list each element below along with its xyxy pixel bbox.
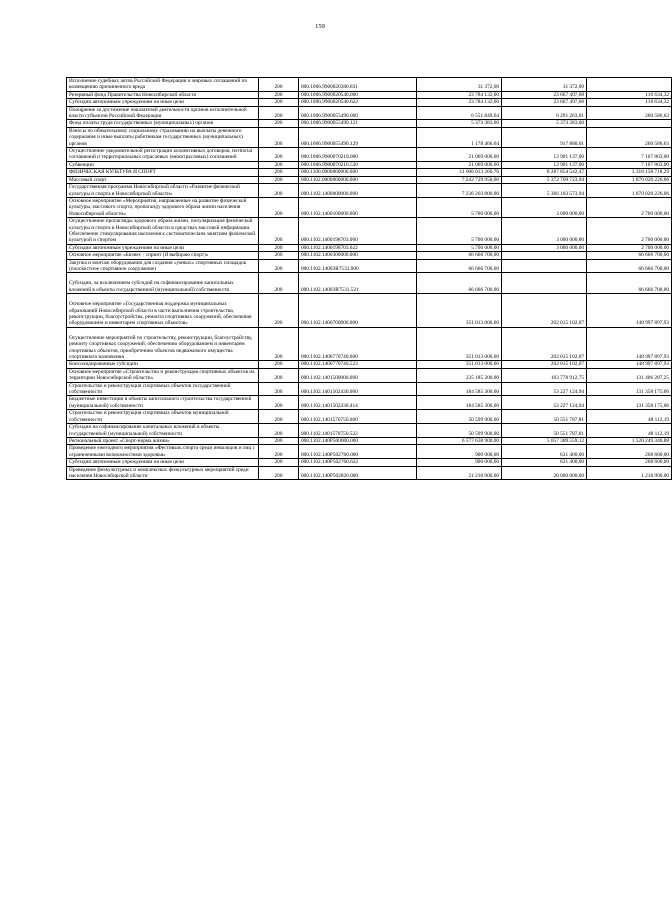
row-classification-code: 000.1102.1400100000.000 — [299, 197, 417, 217]
page-number: 159 — [315, 23, 325, 30]
row-unexecuted-amount: 66 666 700,00 — [587, 273, 672, 294]
row-classification-code: 000.1102.1400198703.000 — [299, 218, 417, 245]
row-classification-code: 000.1102.1401502430.414 — [299, 396, 417, 410]
row-classification-code: 000.1102.14003R7531.521 — [299, 273, 417, 294]
row-unexecuted-amount: 1 870 020 226,06 — [587, 176, 672, 183]
row-unexecuted-amount: 268 600,00 — [587, 459, 672, 466]
row-executed-amount: 20 000 000,00 — [502, 466, 587, 480]
row-name: Основное мероприятие «Бизнес - спринт (Я выбираю спорт)» — [67, 252, 259, 259]
row-classification-code: 000.1102.1400300000.000 — [299, 252, 417, 259]
row-approved-amount: 6 577 638 900,00 — [417, 437, 502, 444]
row-classification-code: 000.1102.1401502430.000 — [299, 382, 417, 396]
table-row — [67, 106, 672, 120]
row-approved-amount: 31 372,00 — [417, 78, 502, 92]
row-approved-amount: 184 585 300,00 — [417, 382, 502, 396]
row-executed-amount: 3 000 000,00 — [502, 197, 587, 217]
row-name: Резервный фонд Правительства Новосибирской области — [67, 91, 259, 98]
row-unexecuted-amount: 1 870 020 226,06 — [587, 184, 672, 198]
row-unexecuted-amount: 66 666 700,00 — [587, 259, 672, 273]
row-unexecuted-amount: 1 216 900,00 — [587, 466, 672, 480]
row-executed-amount: 5 366 183 573,94 — [502, 184, 587, 198]
row-code: 200 — [259, 382, 299, 396]
row-executed-amount: 103 778 912,75 — [502, 368, 587, 382]
row-executed-amount: 6 291 263,01 — [502, 106, 587, 120]
row-approved-amount: 21 069 000,00 — [417, 148, 502, 162]
row-classification-code: 000.1102.1400770740.523 — [299, 361, 417, 368]
row-code: 200 — [259, 273, 299, 294]
row-executed-amount: 202 015 102,07 — [502, 361, 587, 368]
row-unexecuted-amount: 260 586,63 — [587, 127, 672, 147]
row-code: 200 — [259, 466, 299, 480]
row-executed-amount — [502, 252, 587, 259]
table-row — [67, 466, 672, 480]
row-unexecuted-amount: 148 997 897,93 — [587, 294, 672, 328]
row-code: 200 — [259, 437, 299, 444]
row-executed-amount: 31 372,00 — [502, 78, 587, 92]
row-approved-amount: 21 069 000,00 — [417, 161, 502, 168]
row-classification-code: 000.1006.9900070210.000 — [299, 148, 417, 162]
row-executed-amount: 13 901 137,00 — [502, 148, 587, 162]
table-row — [67, 218, 672, 245]
row-classification-code: 000.1102.14003R7531.000 — [299, 259, 417, 273]
row-name: ФИЗИЧЕСКАЯ КУЛЬТУРА И СПОРТ — [67, 169, 259, 176]
row-classification-code: 000.1102.1400198703.622 — [299, 244, 417, 251]
row-code: 200 — [259, 161, 299, 168]
row-approved-amount: 351 013 000,00 — [417, 361, 502, 368]
row-code: 200 — [259, 259, 299, 273]
row-executed-amount: 13 901 137,00 — [502, 161, 587, 168]
row-code: 200 — [259, 106, 299, 120]
row-approved-amount: 7 242 729 950,00 — [417, 176, 502, 183]
table-row — [67, 424, 672, 438]
row-classification-code: 000.1006.9900055490.129 — [299, 127, 417, 147]
row-approved-amount: 5 373 383,00 — [417, 120, 502, 127]
row-name: Строительство и реконструкция спортивных объектов государственной собственности — [67, 382, 259, 396]
row-approved-amount: 235 185 200,00 — [417, 368, 502, 382]
table-row — [67, 410, 672, 424]
row-unexecuted-amount: 3 318 158 718,29 — [587, 169, 672, 176]
row-name: Субсидии автономным учреждениям на иные цели — [67, 244, 259, 251]
row-classification-code: 000.1102.140P502760.622 — [299, 459, 417, 466]
row-classification-code: 000.1102.1400000000.000 — [299, 184, 417, 198]
row-classification-code: 000.1102.1400700000.000 — [299, 294, 417, 328]
row-code: 200 — [259, 410, 299, 424]
row-code: 200 — [259, 78, 299, 92]
row-name: Поощрение за достижение показателей деятельности органов исполнительной власти субъектов Российской Федерации — [67, 106, 259, 120]
row-code: 200 — [259, 184, 299, 198]
table-row — [67, 382, 672, 396]
row-name: Взносы по обязательному социальному страхованию на выплаты денежного содержания и иные выплаты работникам государственных (муниципальных) органов — [67, 127, 259, 147]
row-name: Строительство и реконструкция спортивных объектов муниципальной собственности — [67, 410, 259, 424]
row-code: 200 — [259, 127, 299, 147]
row-code: 200 — [259, 244, 299, 251]
row-unexecuted-amount: 2 700 000,00 — [587, 244, 672, 251]
row-executed-amount: 5 373 383,00 — [502, 120, 587, 127]
row-classification-code: 000.1006.9900055490.000 — [299, 106, 417, 120]
row-name: Осуществление пропаганды здорового образа жизни, популяризация физической культуры и спорта в Новосибирской области в средствах массовой информации. Обеспечение стимулирования населения к систематическим занятиям физической культурой и спортом — [67, 218, 259, 245]
row-executed-amount: 23 667 497,68 — [502, 91, 587, 98]
row-name: Осуществление уведомительной регистрации коллективных договоров, territorial соглашений и территориальных отраслевых (межотраслевых) соглашений — [67, 148, 259, 162]
table-row — [67, 327, 672, 361]
table-row — [67, 197, 672, 217]
row-code: 200 — [259, 169, 299, 176]
row-name: Бюджетные инвестиции в объекты капитального строительства государственной (муниципальной) собственности — [67, 396, 259, 410]
table-row — [67, 437, 672, 444]
table-row — [67, 396, 672, 410]
row-code: 200 — [259, 445, 299, 459]
row-classification-code: 000.1006.9900055490.121 — [299, 120, 417, 127]
row-approved-amount: 6 551 849,64 — [417, 106, 502, 120]
budget-table — [66, 77, 672, 480]
table-row — [67, 252, 672, 259]
row-name: Основное мероприятие «Государственная поддержка муниципальных образований Новосибирской области в части выполнения строительства, реконструкции, благоустройства, ремонта спортивных сооружений, обеспечения оборудованием и инвентарем спортивных объектов» — [67, 294, 259, 328]
row-executed-amount: 631 400,00 — [502, 445, 587, 459]
row-executed-amount: 202 015 102,07 — [502, 294, 587, 328]
row-classification-code: 000.1102.1401500000.000 — [299, 368, 417, 382]
budget-table-body — [67, 78, 672, 480]
row-approved-amount: 50 599 900,00 — [417, 410, 502, 424]
row-executed-amount: 23 667 497,68 — [502, 99, 587, 106]
row-executed-amount: 50 551 787,81 — [502, 424, 587, 438]
row-approved-amount: 66 666 700,00 — [417, 259, 502, 273]
row-unexecuted-amount: 48 112,19 — [587, 410, 672, 424]
row-classification-code: 000.1102.140P502760.000 — [299, 445, 417, 459]
row-approved-amount: 900 000,00 — [417, 445, 502, 459]
row-code: 200 — [259, 327, 299, 361]
row-name: Закупка и монтаж оборудования для создания «умных» спортивных площадок (плоскостное спортивное сооружение) — [67, 259, 259, 273]
row-unexecuted-amount — [587, 120, 672, 127]
row-approved-amount: 66 666 700,00 — [417, 252, 502, 259]
row-unexecuted-amount: 131 358 175,06 — [587, 396, 672, 410]
row-classification-code: 000.1102.0000000000.000 — [299, 176, 417, 183]
row-executed-amount — [502, 259, 587, 273]
row-name: Субвенции — [67, 161, 259, 168]
row-unexecuted-amount: 66 666 700,00 — [587, 252, 672, 259]
row-name: Проведение ежегодного мероприятия «Фестиваль спорта среди инвалидов и лиц с ограниченными возможностями здоровья» — [67, 445, 259, 459]
row-approved-amount: 23 784 132,00 — [417, 91, 502, 98]
row-unexecuted-amount: 148 997 897,93 — [587, 327, 672, 361]
row-approved-amount: 66 666 700,00 — [417, 273, 502, 294]
row-classification-code: 000.1102.1400770740.000 — [299, 327, 417, 361]
row-name: Субсидии автономным учреждениям на иные цели — [67, 99, 259, 106]
row-approved-amount: 1 178 466,64 — [417, 127, 502, 147]
table-row — [67, 259, 672, 273]
row-code: 200 — [259, 148, 299, 162]
row-code: 200 — [259, 120, 299, 127]
row-approved-amount: 50 599 900,00 — [417, 424, 502, 438]
row-name: Фонд оплаты труда государственных (муниципальных) органов — [67, 120, 259, 127]
row-name: Массовый спорт — [67, 176, 259, 183]
table-row — [67, 91, 672, 98]
row-unexecuted-amount: 48 112,19 — [587, 424, 672, 438]
row-name: Осуществление мероприятий по строительству, реконструкции, благоустройству, ремонту спортивных сооружений, обеспечению оборудованием и инвентарем спортивных объектов, приобретению объектов недвижимого имущества спортивного назначения — [67, 327, 259, 361]
row-approved-amount: 5 700 000,00 — [417, 218, 502, 245]
row-executed-amount: 5 057 389 559,12 — [502, 437, 587, 444]
row-classification-code: 000.1102.140P502820.000 — [299, 466, 417, 480]
row-executed-amount: 917 880,01 — [502, 127, 587, 147]
row-executed-amount — [502, 273, 587, 294]
row-approved-amount: 21 216 900,00 — [417, 466, 502, 480]
row-name: Субсидии на софинансирование капитальных вложений в объекты государственной (муниципальной) собственности — [67, 424, 259, 438]
row-unexecuted-amount — [587, 78, 672, 92]
table-row — [67, 368, 672, 382]
row-code: 200 — [259, 361, 299, 368]
row-classification-code: 000.1102.1401570750.000 — [299, 410, 417, 424]
row-unexecuted-amount: 268 600,00 — [587, 445, 672, 459]
row-code: 200 — [259, 459, 299, 466]
row-code: 200 — [259, 218, 299, 245]
table-row — [67, 294, 672, 328]
row-unexecuted-amount: 2 700 000,00 — [587, 218, 672, 245]
table-row — [67, 120, 672, 127]
row-executed-amount: 5 372 709 723,94 — [502, 176, 587, 183]
row-name: Субсидии, за исключением субсидий на софинансирование капитальных вложений в объекты государственной (муниципальной) собственности — [67, 273, 259, 294]
row-name: Государственная программа Новосибирской области «Развитие физической культуры и спорта в Новосибирской области» — [67, 184, 259, 198]
row-classification-code: 000.1006.9900070210.530 — [299, 161, 417, 168]
row-name: Исполнение судебных актов Российской Федерации и мировых соглашений по возмещению причиненного вреда — [67, 78, 259, 92]
row-name: Проведение физкультурных и комплексных физкультурных мероприятий среди населения Новосибирской области — [67, 466, 259, 480]
row-code: 200 — [259, 294, 299, 328]
row-code: 200 — [259, 396, 299, 410]
row-approved-amount: 900 000,00 — [417, 459, 502, 466]
row-code: 200 — [259, 252, 299, 259]
row-code: 200 — [259, 176, 299, 183]
row-unexecuted-amount: 2 700 000,00 — [587, 197, 672, 217]
table-row — [67, 361, 672, 368]
row-name: Консолидированные субсидии — [67, 361, 259, 368]
row-classification-code: 000.1006.9900020540.000 — [299, 91, 417, 98]
table-row — [67, 169, 672, 176]
table-row — [67, 78, 672, 92]
table-row — [67, 184, 672, 198]
row-name: Региональный проект «Спорт-норма жизни» — [67, 437, 259, 444]
row-classification-code: 000.1102.140P500000.000 — [299, 437, 417, 444]
row-classification-code: 000.1006.9900020380.831 — [299, 78, 417, 92]
table-row — [67, 445, 672, 459]
row-unexecuted-amount: 7 167 863,00 — [587, 148, 672, 162]
row-classification-code: 000.1102.1401570750.522 — [299, 424, 417, 438]
row-unexecuted-amount: 131 358 175,06 — [587, 382, 672, 396]
row-name: Субсидии автономным учреждениям на иные цели — [67, 459, 259, 466]
row-approved-amount: 351 013 000,00 — [417, 327, 502, 361]
row-executed-amount: 3 000 000,00 — [502, 218, 587, 245]
row-code: 200 — [259, 197, 299, 217]
row-code: 200 — [259, 91, 299, 98]
row-executed-amount: 3 000 000,00 — [502, 244, 587, 251]
table-row — [67, 161, 672, 168]
table-row — [67, 176, 672, 183]
row-approved-amount: 5 700 000,00 — [417, 244, 502, 251]
row-name: Основное мероприятие «Мероприятия, направленные на развитие физической культуры, массового спорта, пропаганду здорового образа жизни населения Новосибирской области» — [67, 197, 259, 217]
row-approved-amount: 7 236 203 800,00 — [417, 184, 502, 198]
row-executed-amount: 53 227 124,94 — [502, 382, 587, 396]
row-executed-amount: 631 400,00 — [502, 459, 587, 466]
table-row — [67, 244, 672, 251]
row-unexecuted-amount: 7 167 863,00 — [587, 161, 672, 168]
row-executed-amount: 53 227 124,94 — [502, 396, 587, 410]
table-row — [67, 99, 672, 106]
table-row — [67, 127, 672, 147]
row-approved-amount: 351 013 000,00 — [417, 294, 502, 328]
row-code: 200 — [259, 368, 299, 382]
row-code: 200 — [259, 424, 299, 438]
row-approved-amount: 184 585 300,00 — [417, 396, 502, 410]
table-row — [67, 273, 672, 294]
row-executed-amount: 8 287 854 542,47 — [502, 169, 587, 176]
row-unexecuted-amount: 260 586,63 — [587, 106, 672, 120]
row-unexecuted-amount: 116 634,32 — [587, 91, 672, 98]
row-approved-amount: 5 700 000,00 — [417, 197, 502, 217]
row-approved-amount: 23 784 132,00 — [417, 99, 502, 106]
row-executed-amount: 50 551 787,81 — [502, 410, 587, 424]
table-row — [67, 148, 672, 162]
row-classification-code: 000.1006.9900020540.622 — [299, 99, 417, 106]
row-classification-code: 000.1100.0000000000.000 — [299, 169, 417, 176]
row-unexecuted-amount: 1 520 249 340,88 — [587, 437, 672, 444]
row-name: Основное мероприятие «Строительство и реконструкция спортивных объектов на территории Новосибирской области» — [67, 368, 259, 382]
row-code: 200 — [259, 99, 299, 106]
table-row — [67, 459, 672, 466]
row-executed-amount: 202 015 102,07 — [502, 327, 587, 361]
row-unexecuted-amount: 148 997 897,93 — [587, 361, 672, 368]
row-unexecuted-amount: 131 406 287,25 — [587, 368, 672, 382]
row-unexecuted-amount: 116 634,32 — [587, 99, 672, 106]
row-approved-amount: 11 606 013 260,76 — [417, 169, 502, 176]
